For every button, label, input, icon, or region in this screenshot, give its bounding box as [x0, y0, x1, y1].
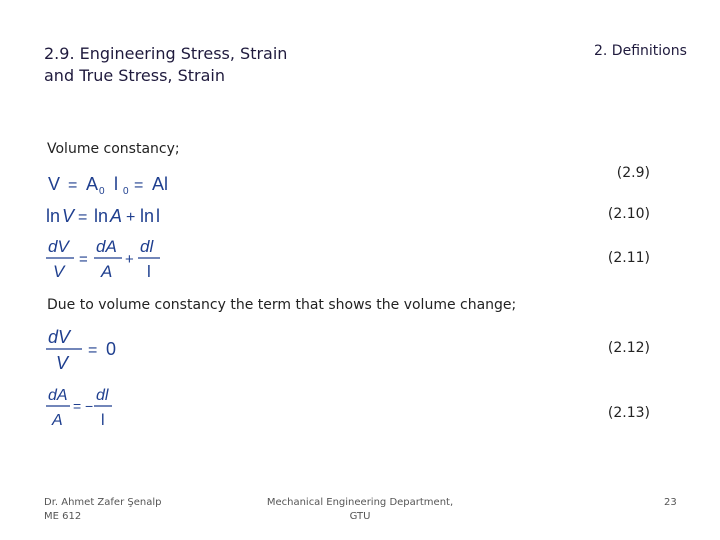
slide-title [44, 43, 287, 87]
svg-text:A: A [110, 206, 123, 226]
svg-text:dV: dV [48, 327, 71, 347]
svg-text:A: A [101, 262, 113, 281]
svg-text:=: = [73, 398, 82, 414]
svg-text:l: l [156, 206, 160, 226]
svg-text:=: = [88, 342, 98, 359]
page-number: 23 [664, 497, 677, 508]
equation-number-2-12: (2.12) [607, 340, 650, 356]
due-to-text: Due to volume constancy the term that shows the volume change; [47, 297, 517, 313]
svg-text:ln: ln [140, 206, 155, 226]
svg-text:dA: dA [96, 237, 117, 256]
svg-text:−: − [85, 398, 94, 414]
footer-course: ME 612 [44, 511, 82, 522]
equation-2-9 [46, 168, 186, 198]
equation-number-2-10: (2.10) [607, 206, 650, 222]
svg-text:0: 0 [99, 186, 105, 197]
footer-author-block [44, 496, 161, 524]
equation-number-2-9: (2.9) [616, 165, 650, 181]
svg-text:+: + [126, 209, 136, 226]
section-label: 2. Definitions [594, 43, 687, 59]
svg-text:dl: dl [96, 387, 109, 404]
equation-2-10 [46, 200, 176, 230]
equation-number-2-13: (2.13) [607, 405, 650, 421]
footer-department: Mechanical Engineering Department, [266, 497, 454, 508]
equation-2-12 [46, 324, 136, 374]
svg-text:=: = [78, 209, 88, 226]
svg-text:dA: dA [48, 387, 68, 404]
svg-text:=: = [68, 177, 78, 194]
svg-text:l: l [114, 174, 118, 194]
svg-text:ln: ln [46, 206, 61, 226]
svg-text:0: 0 [123, 186, 129, 197]
svg-text:V: V [56, 353, 69, 373]
svg-text:dl: dl [140, 237, 154, 256]
svg-text:l: l [101, 412, 105, 429]
svg-text:V: V [48, 174, 61, 194]
equation-2-11 [46, 234, 171, 284]
svg-text:l: l [147, 262, 151, 281]
footer-department-block [260, 496, 460, 524]
svg-text:Al: Al [152, 174, 169, 194]
svg-text:=: = [134, 177, 144, 194]
equation-2-13 [46, 382, 126, 432]
footer-author: Dr. Ahmet Zafer Şenalp [44, 497, 162, 508]
svg-text:V: V [62, 206, 75, 226]
svg-text:0: 0 [106, 339, 117, 359]
svg-text:A: A [86, 174, 99, 194]
footer-university: GTU [349, 511, 371, 522]
svg-text:dV: dV [48, 237, 69, 256]
equation-number-2-11: (2.11) [607, 250, 650, 266]
svg-text:ln: ln [94, 206, 109, 226]
svg-text:+: + [125, 251, 134, 268]
volume-constancy-text: Volume constancy; [47, 141, 180, 157]
svg-text:A: A [52, 412, 63, 429]
slide-title-line2: and True Stress, Strain [44, 66, 225, 85]
slide-title-line1: 2.9. Engineering Stress, Strain [44, 44, 288, 63]
svg-text:=: = [79, 251, 88, 268]
svg-text:V: V [53, 262, 65, 281]
